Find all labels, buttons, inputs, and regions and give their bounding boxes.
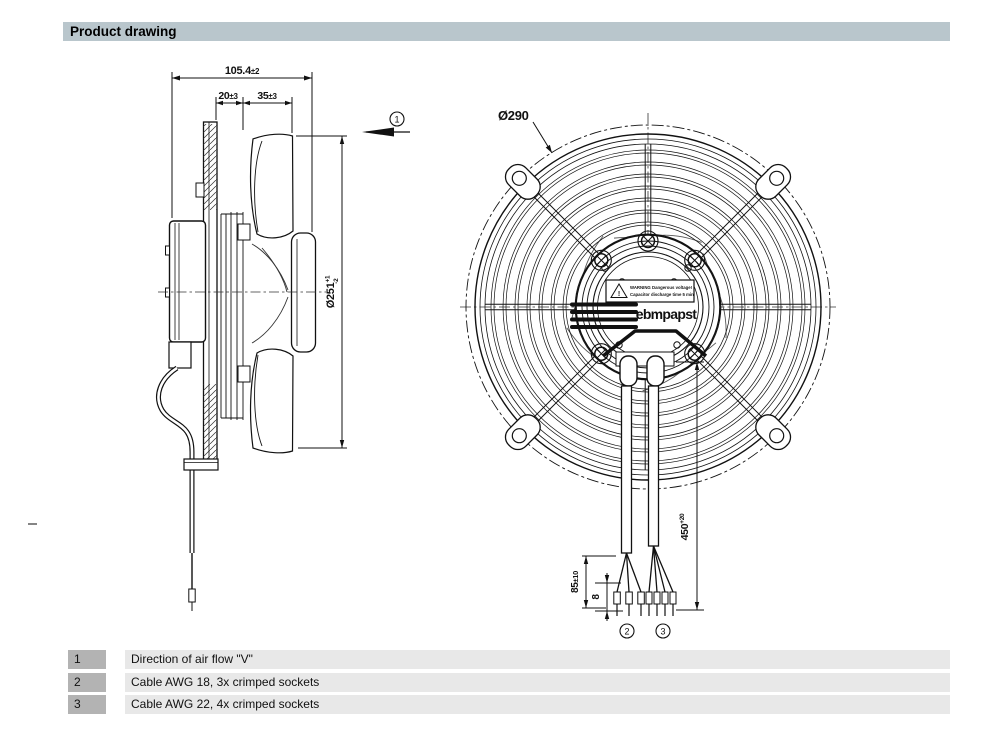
legend-row-description: Cable AWG 22, 4x crimped sockets [125, 695, 950, 714]
cable-clamp [184, 459, 218, 470]
legend-gap [106, 695, 125, 714]
impeller [251, 134, 316, 453]
legend-table [68, 650, 950, 718]
dim-blade-offset: 35±3 [257, 90, 277, 102]
legend-gap [106, 650, 125, 669]
front-view-dimensions [533, 122, 704, 638]
dim-strip-length: 85±10 [570, 570, 581, 594]
brand-logo: ebmpapst [635, 306, 697, 322]
dim-plate-offset: 20±3 [218, 90, 238, 102]
legend-gap [106, 673, 125, 692]
front-view [460, 113, 836, 638]
dim-cable-length: $450^{+20}$ [679, 513, 691, 541]
dim-impeller-diameter: $Ø251^{+1}$ -2 [324, 275, 340, 309]
legend-row-description: Cable AWG 18, 3x crimped sockets [125, 673, 950, 692]
legend-row-number: 3 [68, 695, 106, 714]
warning-text-line2: Capacitor discharge time 5 min [630, 292, 694, 297]
legend-row-number: 2 [68, 673, 106, 692]
crimped-sockets [614, 592, 676, 616]
airflow-arrow [362, 112, 410, 137]
side-view [158, 122, 326, 611]
table-row [68, 650, 950, 669]
marker-3-number: 3 [660, 626, 666, 637]
rotor-hub-cup [292, 233, 316, 352]
page-title: Product drawing [63, 22, 950, 41]
warning-text-line1: WARNING Dangerous voltage! [630, 285, 693, 290]
legend-row-number: 1 [68, 650, 106, 669]
table-row [68, 695, 950, 714]
dim-guard-diameter: Ø290 [498, 108, 529, 123]
wires-awg18 [617, 553, 641, 592]
wires-awg22 [649, 546, 673, 592]
cable-awg22 [649, 386, 659, 546]
marker-2-number: 2 [624, 626, 630, 637]
motor-body [166, 221, 206, 368]
impeller-support [221, 212, 250, 420]
table-row [68, 673, 950, 692]
dim-depth: 105.4±2 [224, 65, 260, 77]
airflow-marker-number: 1 [394, 114, 400, 125]
dim-socket-length: 8 [591, 594, 602, 600]
warning-exclamation: ! [617, 291, 621, 298]
legend-row-description: Direction of air flow "V" [125, 650, 950, 669]
cable-awg18 [622, 386, 632, 553]
